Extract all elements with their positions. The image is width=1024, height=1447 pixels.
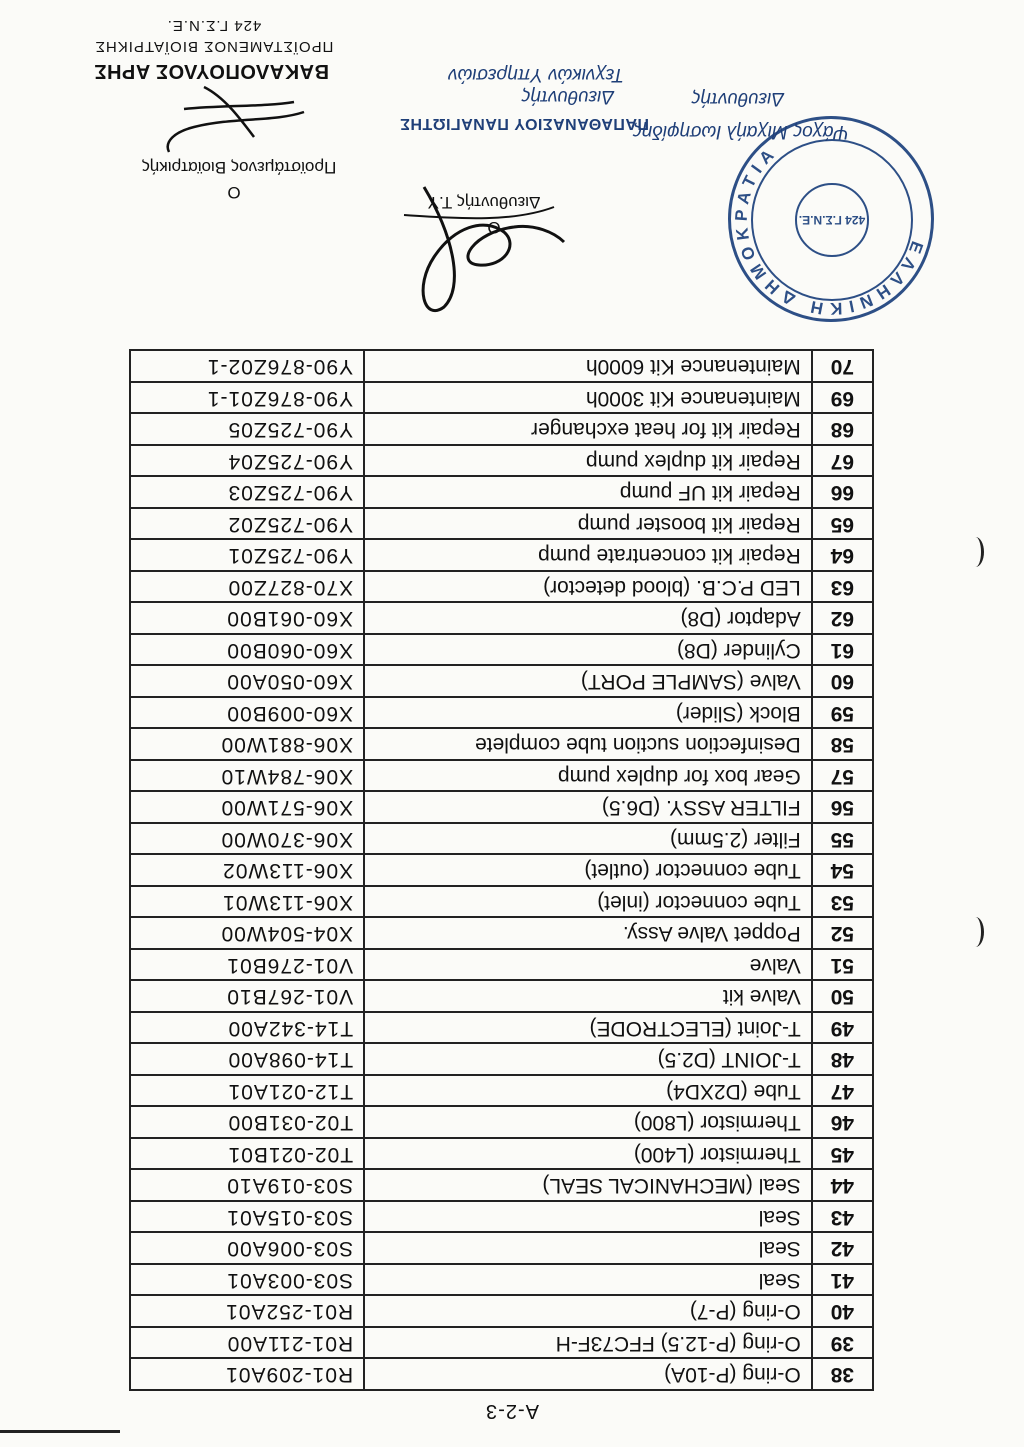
part-number-cell: 40: [812, 1296, 873, 1328]
part-code-cell: Y90-876Z01-1: [130, 382, 364, 414]
table-row: [130, 382, 873, 414]
table-row: [130, 351, 873, 383]
part-number-cell: 67: [812, 445, 873, 477]
table-row: [130, 477, 873, 509]
technical-director-stamp-line1: Διευθυντής: [521, 86, 614, 107]
part-number-cell: 49: [812, 1012, 873, 1044]
part-code-cell: Y90-725Z05: [130, 414, 364, 446]
part-number-cell: 62: [812, 603, 873, 635]
part-code-cell: R01-209A01: [130, 1359, 364, 1391]
part-description-cell: T-Joint (ELECTRODE): [364, 1012, 812, 1044]
biomedical-head-role: Προϊστάμενος Βιοϊατρικής: [141, 158, 337, 177]
part-number-cell: 65: [812, 508, 873, 540]
part-code-cell: X60-061B00: [130, 603, 364, 635]
part-number-cell: 43: [812, 1201, 873, 1233]
official-seal: [728, 116, 934, 322]
part-description-cell: O-ring (P-7): [364, 1296, 812, 1328]
part-number-cell: 60: [812, 666, 873, 698]
part-description-cell: Adaptor (D8): [364, 603, 812, 635]
part-description-cell: Valve kit: [364, 981, 812, 1013]
part-number-cell: 68: [812, 414, 873, 446]
part-code-cell: Y90-725Z04: [130, 445, 364, 477]
part-description-cell: Desinfection suction tube complete: [364, 729, 812, 761]
part-code-cell: S03-019A10: [130, 1170, 364, 1202]
table-row: [130, 918, 873, 950]
technical-director-stamp-line2: Τεχνικών Υπηρεσιών: [448, 64, 624, 85]
part-number-cell: 50: [812, 981, 873, 1013]
part-description-cell: Filter (2.5mm): [364, 823, 812, 855]
director-stamp-title: Διευθυντής: [691, 88, 784, 109]
part-number-cell: 55: [812, 823, 873, 855]
table-row: [130, 1201, 873, 1233]
part-description-cell: Thermistor (L800): [364, 1107, 812, 1139]
part-number-cell: 66: [812, 477, 873, 509]
part-code-cell: S03-015A01: [130, 1201, 364, 1233]
table-row: [130, 981, 873, 1013]
part-description-cell: LED P.C.B. (blood detector): [364, 571, 812, 603]
part-description-cell: Repair kit UF pump: [364, 477, 812, 509]
part-description-cell: Gear box for duplex pump: [364, 760, 812, 792]
technical-director-name: ΠΑΠΑΘΑΝΑΣΙΟΥ ΠΑΝΑΓΙΩΤΗΣ: [399, 115, 649, 132]
technical-director-role: Διευθυντής Τ.Υ: [427, 193, 541, 212]
part-description-cell: Maintenance Kit 6000h: [364, 351, 812, 383]
part-description-cell: Thermistor (L400): [364, 1138, 812, 1170]
part-number-cell: 69: [812, 382, 873, 414]
part-code-cell: X60-009B00: [130, 697, 364, 729]
table-row: [130, 949, 873, 981]
part-description-cell: FILTER ASSY. (D6.5): [364, 792, 812, 824]
part-code-cell: R01-211A00: [130, 1327, 364, 1359]
scan-edge-line: [0, 1430, 120, 1433]
part-description-cell: Block (Slider): [364, 697, 812, 729]
table-row: [130, 445, 873, 477]
table-row: [130, 855, 873, 887]
part-code-cell: T02-021B01: [130, 1138, 364, 1170]
part-code-cell: X60-050A00: [130, 666, 364, 698]
part-code-cell: V01-267B10: [130, 981, 364, 1013]
part-code-cell: T02-031B00: [130, 1107, 364, 1139]
part-description-cell: Maintenance Kit 3000h: [364, 382, 812, 414]
part-code-cell: X06-784W10: [130, 760, 364, 792]
part-description-cell: O-ring (P-12.5) FFC73F-H: [364, 1327, 812, 1359]
part-code-cell: T12-021A01: [130, 1075, 364, 1107]
part-number-cell: 38: [812, 1359, 873, 1391]
table-row: [130, 1359, 873, 1391]
part-number-cell: 61: [812, 634, 873, 666]
table-row: [130, 729, 873, 761]
part-description-cell: Tube (D2XD4): [364, 1075, 812, 1107]
part-code-cell: Y90-876Z02-1: [130, 351, 364, 383]
part-number-cell: 63: [812, 571, 873, 603]
part-code-cell: X06-571W00: [130, 792, 364, 824]
part-number-cell: 46: [812, 1107, 873, 1139]
signature-area: [0, 0, 1024, 347]
table-row: [130, 1075, 873, 1107]
part-description-cell: Seal: [364, 1201, 812, 1233]
part-number-cell: 58: [812, 729, 873, 761]
table-row: [130, 697, 873, 729]
part-description-cell: Repair kit concentrate pump: [364, 540, 812, 572]
seal-outer-text: ΕΛΛΗΝΙΚΗ ΔΗΜΟΚΡΑΤΙΑ: [731, 141, 927, 319]
part-code-cell: X70-827Z00: [130, 571, 364, 603]
part-number-cell: 44: [812, 1170, 873, 1202]
table-row: [130, 414, 873, 446]
part-number-cell: 47: [812, 1075, 873, 1107]
part-number-cell: 59: [812, 697, 873, 729]
table-row: [130, 823, 873, 855]
part-code-cell: X06-113W01: [130, 886, 364, 918]
biomedical-head-article: Ο: [227, 183, 241, 202]
table-row: [130, 792, 873, 824]
table-row: [130, 1138, 873, 1170]
table-row: [130, 1044, 873, 1076]
part-number-cell: 57: [812, 760, 873, 792]
part-description-cell: Poppet Valve Assy.: [364, 918, 812, 950]
part-description-cell: T-JOINT (D2.5): [364, 1044, 812, 1076]
table-row: [130, 1012, 873, 1044]
part-number-cell: 45: [812, 1138, 873, 1170]
punch-hole-mark: [967, 537, 984, 567]
technical-director-article: Ο: [487, 218, 501, 237]
part-number-cell: 54: [812, 855, 873, 887]
part-number-cell: 52: [812, 918, 873, 950]
biomedical-head-name: ΒΑΚΑΛΟΠΟΥΛΟΣ ΑΡΗΣ: [93, 60, 329, 82]
part-description-cell: O-ring (P-10A): [364, 1359, 812, 1391]
part-code-cell: Y90-725Z03: [130, 477, 364, 509]
part-code-cell: S03-006A00: [130, 1233, 364, 1265]
parts-table: [129, 350, 874, 1392]
part-number-cell: 53: [812, 886, 873, 918]
seal-center: 424 Γ.Σ.Ν.Ε.: [795, 183, 869, 257]
part-number-cell: 70: [812, 351, 873, 383]
part-number-cell: 51: [812, 949, 873, 981]
table-row: [130, 886, 873, 918]
part-code-cell: R01-252A01: [130, 1296, 364, 1328]
table-row: [130, 760, 873, 792]
table-row: [130, 1327, 873, 1359]
part-code-cell: S03-003A01: [130, 1264, 364, 1296]
part-description-cell: Repair kit for heat exchanger: [364, 414, 812, 446]
part-number-cell: 42: [812, 1233, 873, 1265]
part-code-cell: X04-504W00: [130, 918, 364, 950]
biomedical-head-unit: 424 Γ.Σ.Ν.Ε.: [166, 17, 262, 34]
part-description-cell: Valve: [364, 949, 812, 981]
table-row: [130, 1233, 873, 1265]
part-number-cell: 41: [812, 1264, 873, 1296]
part-code-cell: X06-881W00: [130, 729, 364, 761]
table-row: [130, 1170, 873, 1202]
part-code-cell: Y90-725Z01: [130, 540, 364, 572]
part-code-cell: X06-370W00: [130, 823, 364, 855]
part-number-cell: 64: [812, 540, 873, 572]
part-number-cell: 39: [812, 1327, 873, 1359]
part-description-cell: Seal: [364, 1264, 812, 1296]
part-description-cell: Repair kit booster pump: [364, 508, 812, 540]
part-number-cell: 48: [812, 1044, 873, 1076]
table-row: [130, 1296, 873, 1328]
punch-hole-mark: [967, 917, 984, 947]
part-code-cell: Y90-725Z02: [130, 508, 364, 540]
part-description-cell: Cylinder (D8): [364, 634, 812, 666]
part-code-cell: T14-098A00: [130, 1044, 364, 1076]
part-code-cell: X06-113W02: [130, 855, 364, 887]
part-code-cell: X60-060B00: [130, 634, 364, 666]
table-row: [130, 1107, 873, 1139]
table-row: [130, 571, 873, 603]
part-description-cell: Seal (MECHANICAL SEAL): [364, 1170, 812, 1202]
biomedical-head-signature: [154, 77, 314, 167]
table-row: [130, 666, 873, 698]
table-row: [130, 1264, 873, 1296]
director-stamp-name: Ψάχος Μιχαήλ Ιωσηφίδης: [632, 121, 849, 142]
page-code: A-2-3: [485, 1400, 539, 1422]
part-description-cell: Repair kit duplex pump: [364, 445, 812, 477]
part-description-cell: Tube connector (inlet): [364, 886, 812, 918]
part-description-cell: Tube connector (outlet): [364, 855, 812, 887]
table-row: [130, 634, 873, 666]
table-row: [130, 508, 873, 540]
table-row: [130, 540, 873, 572]
parts-table-body: [130, 351, 873, 1391]
biomedical-head-title: ΠΡΟΪΣΤΑΜΕΝΟΣ ΒΙΟΪΑΤΡΙΚΗΣ: [94, 38, 334, 55]
part-code-cell: T14-342A00: [130, 1012, 364, 1044]
part-code-cell: V01-276B01: [130, 949, 364, 981]
part-description-cell: Valve (SAMPLE PORT): [364, 666, 812, 698]
part-number-cell: 56: [812, 792, 873, 824]
table-row: [130, 603, 873, 635]
part-description-cell: Seal: [364, 1233, 812, 1265]
